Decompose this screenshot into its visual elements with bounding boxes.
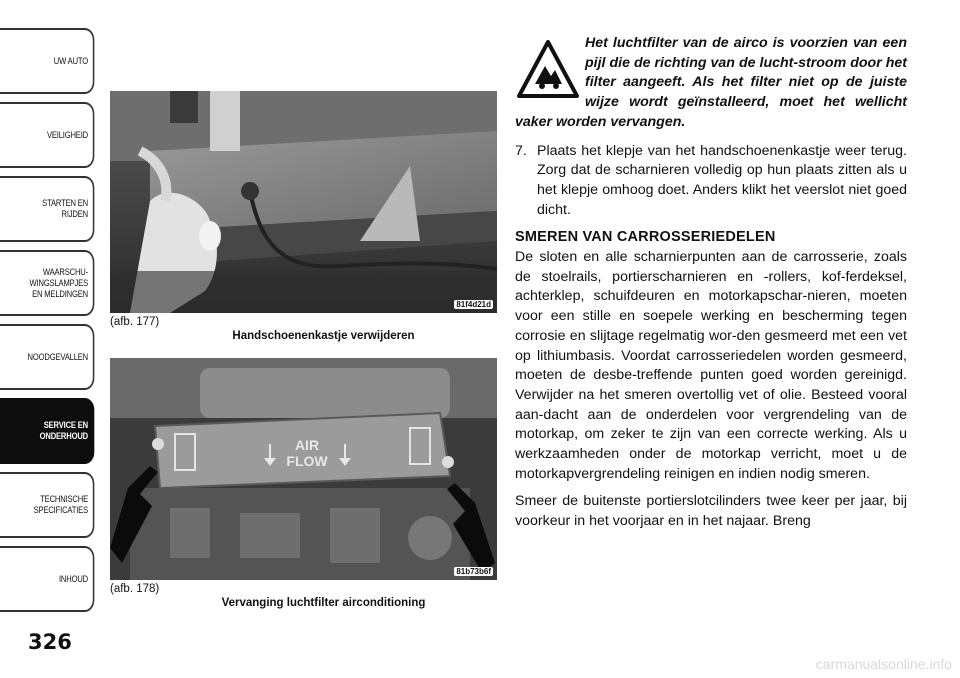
figure-code: 81b73b6f bbox=[456, 567, 491, 576]
tab-label: SERVICE EN ONDERHOUD bbox=[39, 420, 88, 442]
tab-label: VEILIGHEID bbox=[46, 129, 88, 141]
tab-label: WAARSCHU- WINGSLAMPJES EN MELDINGEN bbox=[29, 266, 88, 300]
tab-veiligheid[interactable] bbox=[0, 102, 94, 168]
watermark: carmanualsonline.info bbox=[815, 656, 952, 672]
tab-starten-en-rijden[interactable] bbox=[0, 176, 94, 242]
figure-178-photo bbox=[110, 358, 497, 580]
warning-text: Het luchtfilter van de airco is voorzien van een pijl die de richting van de lucht-stroom door het filter aangeeft. Als het filter niet op de juiste wijze wordt geïnstalleerd, moet het wellicht vaker worden vervangen. bbox=[515, 35, 907, 130]
air-label-1: AIR bbox=[294, 437, 320, 453]
text-column bbox=[515, 34, 907, 532]
tab-label: TECHNISCHE SPECIFICATIES bbox=[33, 494, 88, 516]
tab-inhoud[interactable] bbox=[0, 546, 94, 612]
warning-note bbox=[515, 34, 907, 133]
tab-waarschuwingslampjes[interactable] bbox=[0, 250, 94, 316]
tab-uw-auto[interactable] bbox=[0, 28, 94, 94]
page-number: 326 bbox=[28, 630, 72, 654]
figure-code: 81f4d21d bbox=[456, 300, 491, 309]
figure-caption: Handschoenenkastje verwijderen bbox=[232, 330, 415, 342]
tab-label: STARTEN EN RIJDEN bbox=[42, 198, 88, 220]
step-text: Plaats het klepje van het handschoenenkastje weer terug. Zorg dat de scharnieren volledig op hun plaats zitten als u het klepje omhoog doet. Anders klikt het veerslot niet goed dicht. bbox=[537, 142, 907, 218]
warning-triangle-icon bbox=[515, 38, 581, 100]
figure-177-photo bbox=[110, 91, 497, 313]
air-label-2: FLOW bbox=[286, 453, 328, 469]
figure-177 bbox=[110, 91, 497, 342]
figure-caption: Vervanging luchtfilter airconditioning bbox=[221, 597, 426, 609]
glovebox-removal-photo bbox=[110, 91, 497, 313]
step-number: 7. bbox=[515, 142, 527, 159]
tab-service-en-onderhoud[interactable] bbox=[0, 398, 94, 464]
tab-label: UW AUTO bbox=[53, 55, 88, 67]
tab-label: INHOUD bbox=[58, 573, 88, 585]
section-paragraph: Smeer de buitenste portierslotcilinders twee keer per jaar, bij voorkeur in het voorjaar en in het najaar. Breng bbox=[515, 493, 907, 530]
tab-label: NOODGEVALLEN bbox=[27, 351, 88, 363]
section-heading: SMEREN VAN CARROSSERIEDELEN bbox=[515, 229, 776, 246]
tab-technische-specificaties[interactable] bbox=[0, 472, 94, 538]
step-7 bbox=[515, 142, 907, 221]
figure-ref: (afb. 177) bbox=[110, 316, 160, 328]
figure-178 bbox=[110, 358, 497, 609]
tab-noodgevallen[interactable] bbox=[0, 324, 94, 390]
figure-ref: (afb. 178) bbox=[110, 583, 160, 595]
air-filter-photo bbox=[110, 358, 497, 580]
section-paragraph: De sloten en alle scharnierpunten aan de carrosserie, zoals de stoelrails, portierscharnieren en -rollers, kof-ferdeksel, achterklep, schuifdeuren en motorkapschar-nieren, moeten voor een stille en soepele werking en bescherming tegen corrosie en slijtage regelmatig wor-den gesmeerd met een vet op lithiumbasis. Voordat carrosseriedelen worden gesmeerd, moeten de desbe-treffende punten goed worden gereinigd. Verwijder na het smeren overtollig vet of olie. Besteed vooral aan-dacht aan de onderdelen voor vergrendeling van de motorkap, om zeker te zijn van een correcte werking. Als u werkzaamheden onder de motorkap verricht, moet u de motorkapvergrendeling reinigen en indien nodig smeren. bbox=[515, 249, 907, 482]
